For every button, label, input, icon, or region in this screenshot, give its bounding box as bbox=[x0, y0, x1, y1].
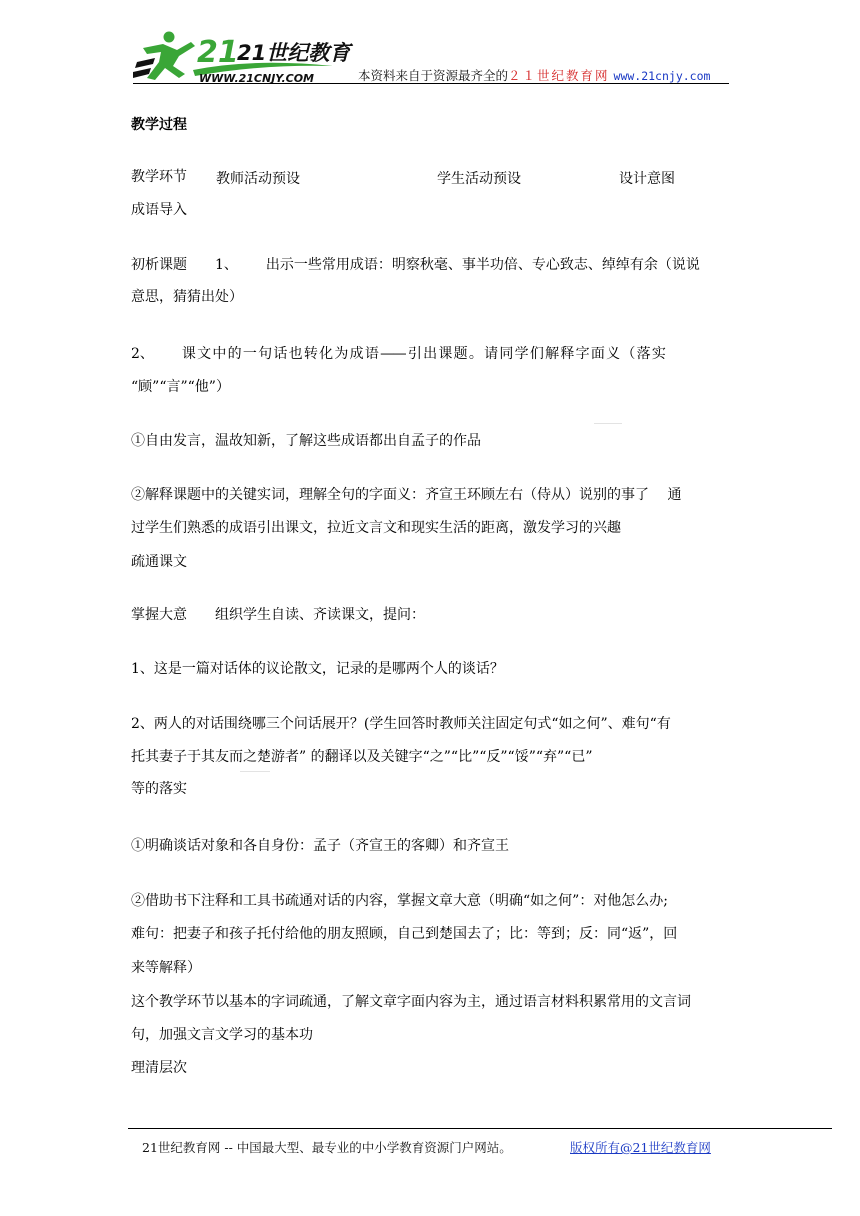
stage-clarify-text: 疏通课文 bbox=[131, 554, 187, 570]
header-note-prefix: 本资料来自于资源最齐全的 bbox=[358, 68, 509, 83]
svg-text:21: 21 bbox=[197, 35, 239, 70]
column-header-student: 学生活动预设 bbox=[437, 171, 521, 187]
line-text: 课 文 中 的 一 句 话 也 转 化 为 成 语 —— 引 出 课 题 。 请 同 学 们 解 释 字 面 义 （ 落 实 bbox=[181, 346, 665, 362]
stage-label: 初析课题 bbox=[131, 257, 187, 273]
stage-label: 掌握大意 bbox=[131, 607, 187, 623]
text-line: 1、这是一篇对话体的议论散文，记录的是哪两个人的谈话？ bbox=[131, 661, 504, 677]
header-divider bbox=[133, 83, 729, 84]
stage-structure: 理清层次 bbox=[131, 1060, 187, 1076]
text-line: 托其妻子于其友而之楚游者” 的翻译以及关键字“之”“比”“反”“馁”“弃”“已” bbox=[131, 749, 593, 765]
text-line: 等的落实 bbox=[131, 781, 187, 797]
text-line: 2、两人的对话围绕哪三个问话展开？(学生回答时教师关注固定句式“如之何”、难句“有 bbox=[131, 716, 671, 732]
item-number: 2、 bbox=[131, 346, 154, 362]
text-line: 这个教学环节以基本的字词疏通，了解文章字面内容为主，通过语言材料积累常用的文言词 bbox=[131, 994, 691, 1010]
text-line: ①自由发言，温故知新，了解这些成语都出自孟子的作品 bbox=[131, 433, 481, 449]
footer-divider bbox=[128, 1128, 832, 1129]
runner-logo-icon bbox=[133, 28, 351, 85]
faint-mark bbox=[594, 423, 622, 424]
text-line bbox=[131, 606, 425, 624]
text-line: ②解释课题中的关键实词，理解全句的字面义：齐宣王环顾左右（侍从）说别的事了 通 bbox=[131, 487, 682, 503]
header-note-brand: ２１世纪教育网 bbox=[508, 68, 610, 83]
text-line bbox=[131, 256, 700, 274]
line-text: 组织学生自读、齐读课文，提问： bbox=[215, 607, 425, 623]
site-logo bbox=[133, 28, 351, 85]
logo-url: WWW.21CNJY.COM bbox=[199, 72, 314, 85]
line-text: 出示一些常用成语：明察秋毫、事半功倍、专心致志、绰绰有余（说说 bbox=[265, 257, 700, 273]
column-header-stage: 教学环节 bbox=[131, 169, 187, 185]
text-line: 过学生们熟悉的成语引出课文，拉近文言文和现实生活的距离，激发学习的兴趣 bbox=[131, 520, 621, 536]
text-line: 意思，猜猜出处） bbox=[131, 289, 243, 305]
text-line bbox=[131, 345, 664, 363]
text-line: 句，加强文言文学习的基本功 bbox=[131, 1027, 313, 1043]
footer-copyright-link[interactable]: 版权所有@21世纪教育网 bbox=[570, 1140, 711, 1155]
logo-text: 21世纪教育 bbox=[237, 41, 351, 65]
faint-mark bbox=[240, 771, 270, 772]
text-line: ①明确谈话对象和各自身份：孟子（齐宣王的客卿）和齐宣王 bbox=[131, 838, 509, 854]
header-note bbox=[358, 66, 710, 84]
header-note-url[interactable]: www.21cnjy.com bbox=[613, 69, 711, 83]
column-header-teacher: 教师活动预设 bbox=[216, 171, 300, 187]
column-header-design: 设计意图 bbox=[619, 171, 675, 187]
text-line: 来等解释） bbox=[131, 960, 201, 976]
text-line: “顾”“言”“他”） bbox=[131, 379, 230, 395]
text-line: ②借助书下注释和工具书疏通对话的内容，掌握文章大意（明确“如之何”：对他怎么办; bbox=[131, 893, 669, 909]
footer-description: 21世纪教育网 -- 中国最大型、最专业的中小学教育资源门户网站。 bbox=[142, 1140, 512, 1155]
stage-idiom-intro: 成语导入 bbox=[131, 202, 187, 218]
section-heading: 教学过程 bbox=[131, 117, 187, 133]
item-number: 1、 bbox=[215, 257, 238, 273]
text-line: 难句：把妻子和孩子托付给他的朋友照顾，自己到楚国去了；比：等到；反：同“返”，回 bbox=[131, 926, 678, 942]
